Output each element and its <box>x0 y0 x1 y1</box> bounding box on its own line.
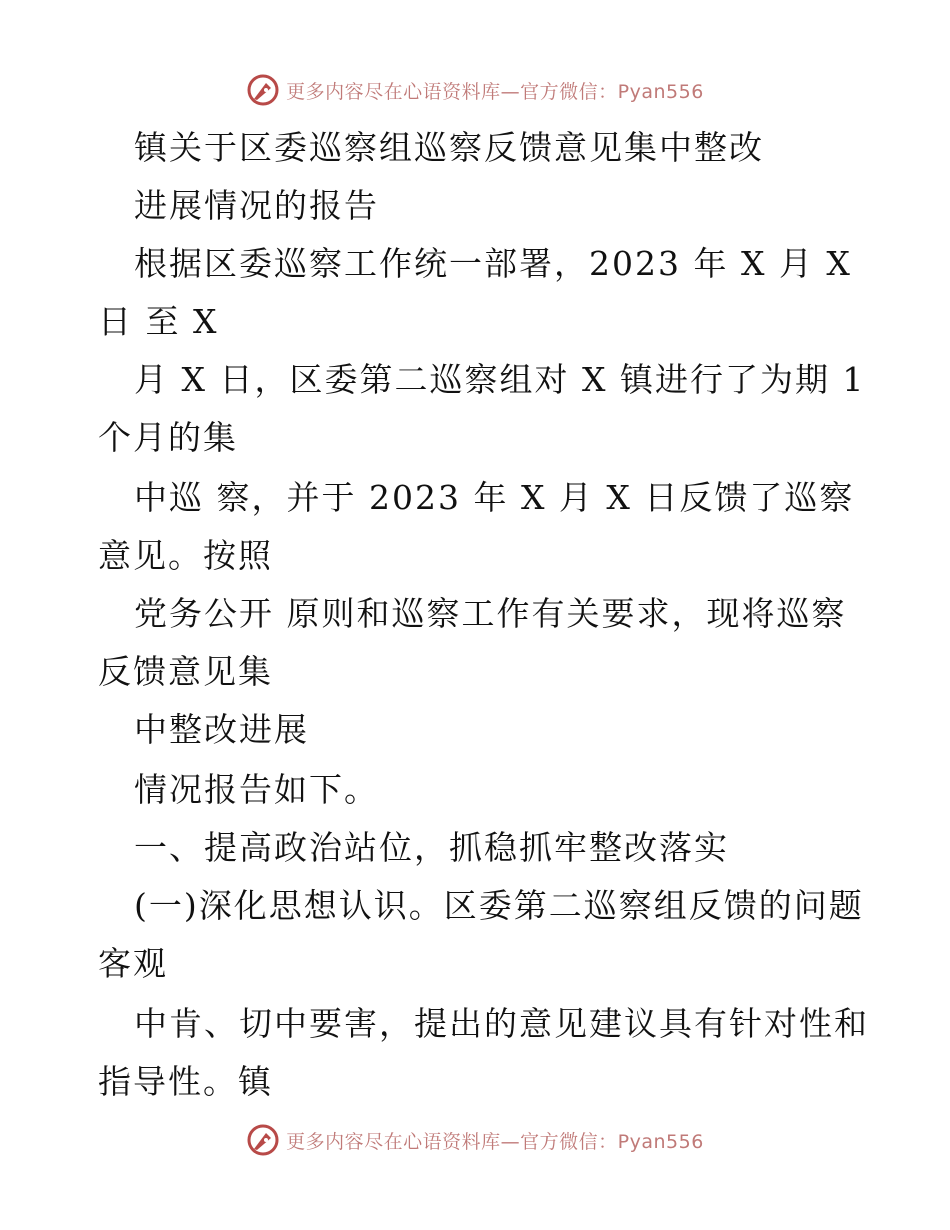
pen-nib-seal-icon <box>246 73 280 107</box>
body-line: 中整改进展 <box>134 710 309 749</box>
document-title-line-1: 镇关于区委巡察组巡察反馈意见集中整改 <box>134 128 764 167</box>
document-title-line-2: 进展情况的报告 <box>134 186 379 225</box>
section-heading: 一、提高政治站位，抓稳抓牢整改落实 <box>134 828 729 867</box>
watermark-text: 更多内容尽在心语资料库—官方微信：Pyan556 <box>286 1130 704 1153</box>
watermark-text: 更多内容尽在心语资料库—官方微信：Pyan556 <box>286 80 704 103</box>
pen-nib-seal-icon <box>246 1123 280 1157</box>
footer-watermark <box>0 1120 950 1160</box>
body-line: 客观 <box>98 944 168 983</box>
body-line: 根据区委巡察工作统一部署，2023 年 X 月 X <box>134 244 852 283</box>
body-line: 月 X 日，区委第二巡察组对 X 镇进行了为期 1 <box>134 360 866 399</box>
body-line: 党务公开 原则和巡察工作有关要求，现将巡察 <box>134 594 847 633</box>
body-line: 反馈意见集 <box>98 652 273 691</box>
body-line: 情况报告如下。 <box>134 770 379 809</box>
body-line: 中肯、切中要害，提出的意见建议具有针对性和 <box>134 1004 869 1043</box>
body-line: 指导性。镇 <box>98 1062 273 1101</box>
body-line: 中巡 察，并于 2023 年 X 月 X 日反馈了巡察 <box>134 478 855 517</box>
body-line: 日 至 X <box>98 302 219 341</box>
subsection-heading: (一)深化思想认识。区委第二巡察组反馈的问题 <box>134 886 864 925</box>
body-line: 个月的集 <box>98 418 238 457</box>
header-watermark <box>0 70 950 110</box>
body-line: 意见。按照 <box>98 536 273 575</box>
